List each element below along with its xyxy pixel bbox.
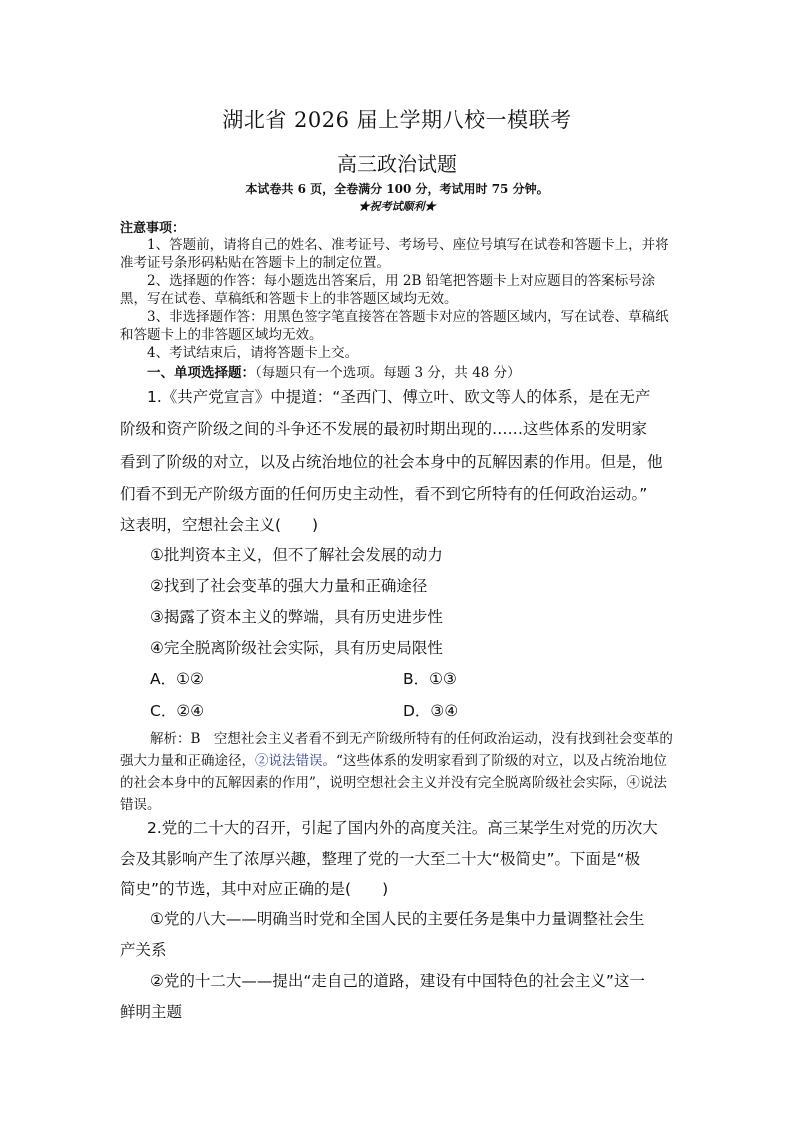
analysis-text-1: 空想社会主义者看不到无产阶级所特有的任何政治运动，没有找到社会变革的强大力量和正确途径， <box>120 731 673 769</box>
exam-meta: 本试卷共 6 页，全卷满分 100 分，考试用时 75 分钟。 <box>245 182 549 196</box>
section-heading-row <box>147 364 521 382</box>
q1-option-c: C．②④ <box>150 702 205 720</box>
notice-item-4: 4、考试结束后，请将答题卡上交。 <box>147 345 359 361</box>
section-heading: 一、单项选择题： <box>147 365 255 381</box>
q2-line-1: 2.党的二十大的召开，引起了国内外的高度关注。高三某学生对党的历次大 <box>147 819 658 837</box>
q2-statement-2-cont: 鲜明主题 <box>120 1003 183 1021</box>
q2-statement-2: ②党的十二大——提出“走自己的道路，建设有中国特色的社会主义”这一 <box>150 972 645 990</box>
q2-statement-1-cont: 产关系 <box>120 941 167 959</box>
analysis-label: 解析：B <box>150 731 201 747</box>
notice-item-3: 3、非选择题作答：用黑色签字笔直接答在答题卡对应的答题区域内，写在试卷、草稿纸和答题卡上的非答题区域均无效。 <box>120 309 669 343</box>
q1-line-3: 看到了阶级的对立，以及占统治地位的社会本身中的瓦解因素的作用。但是，他 <box>120 453 663 471</box>
q1-statement-1: ①批判资本主义，但不了解社会发展的动力 <box>150 546 443 564</box>
exam-subtitle: 高三政治试题 <box>337 152 457 176</box>
q1-statement-4: ④完全脱离阶级社会实际，具有历史局限性 <box>150 639 443 657</box>
q1-line-1: 1.《共产党宣言》中提道：“圣西门、傅立叶、欧文等人的体系，是在无产 <box>147 388 651 406</box>
q1-option-d: D．③④ <box>403 702 459 720</box>
analysis-text-3: “这些体系的发明家看到了阶级的对立，以及占统治地位的社会本身中的瓦解因素的作用”，说明空想社会主义并没有完全脱离阶级社会实际，④说法错误。 <box>120 753 667 813</box>
q1-option-a: A．①② <box>150 670 204 688</box>
q1-line-4: 们看不到无产阶级方面的任何历史主动性，看不到它所特有的任何政治运动。” <box>120 485 648 503</box>
analysis-text-2: ②说法错误。 <box>255 753 336 769</box>
q1-analysis <box>120 728 680 816</box>
good-luck-line: ★祝考试顺利★ <box>358 200 436 213</box>
notice-item-2: 2、选择题的作答：每小题选出答案后，用 2B 铅笔把答题卡上对应题目的答案标号涂黑，写在试卷、草稿纸和答题卡上的非答题区域均无效。 <box>120 273 656 307</box>
notice-heading: 注意事项： <box>120 221 186 236</box>
section-desc: （每题只有一个选项。每题 3 分，共 48 分） <box>255 365 521 381</box>
q1-line-5: 这表明，空想社会主义( ) <box>120 516 319 534</box>
q1-line-2: 阶级和资产阶级之间的斗争还不发展的最初时期出现的……这些体系的发明家 <box>120 420 648 438</box>
q2-line-2: 会及其影响产生了浓厚兴趣，整理了党的一大至二十大“极简史”。下面是“极 <box>120 850 641 868</box>
q2-statement-1: ①党的八大——明确当时党和全国人民的主要任务是集中力量调整社会生 <box>150 910 645 928</box>
q1-statement-2: ②找到了社会变革的强大力量和正确途径 <box>150 577 428 595</box>
notice-item-1: 1、答题前，请将自己的姓名、准考证号、考场号、座位号填写在试卷和答题卡上，并将准考证号条形码粘贴在答题卡上的制定位置。 <box>120 237 669 271</box>
q1-option-b: B．①③ <box>403 670 457 688</box>
q2-line-3: 简史”的节选，其中对应正确的是( ) <box>120 880 389 898</box>
q1-statement-3: ③揭露了资本主义的弊端，具有历史进步性 <box>150 608 443 626</box>
exam-title: 湖北省 2026 届上学期八校一模联考 <box>222 108 572 132</box>
